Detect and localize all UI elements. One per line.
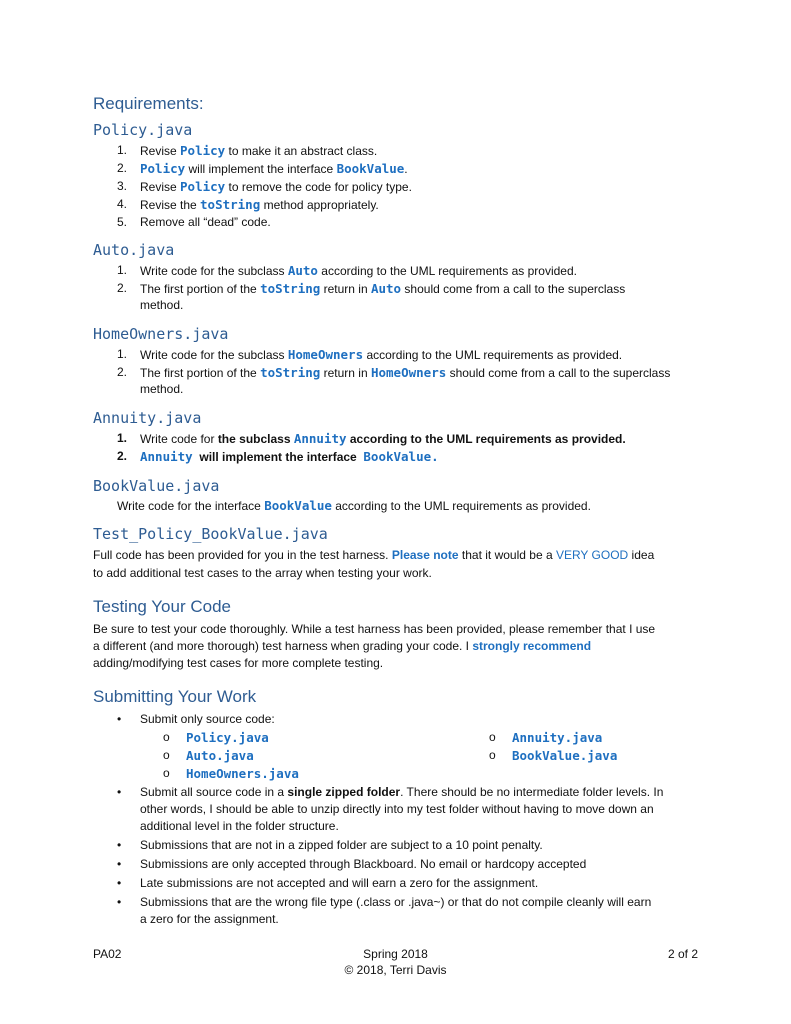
footer-center-term: Spring 2018 xyxy=(363,947,428,961)
file-item: o BookValue.java xyxy=(489,748,618,763)
list-item: 2. The first portion of the toString return in Auto should come from a call to the superclass method. xyxy=(117,281,626,312)
list-item: 5. Remove all “dead” code. xyxy=(117,215,271,229)
list-item: • Submissions that are the wrong file type (.class or .java~) or that do not compile cleanly will earn a zero for the assignment. xyxy=(117,895,652,926)
requirements-heading: Requirements: xyxy=(93,94,204,113)
annuity-heading: Annuity.java xyxy=(93,409,202,427)
footer-left: PA02 xyxy=(93,947,122,961)
testing-line1: Be sure to test your code thoroughly. While a test harness has been provided, please remember that I use xyxy=(93,622,656,636)
test-heading: Test_Policy_BookValue.java xyxy=(93,525,328,543)
bookvalue-text: Write code for the interface BookValue according to the UML requirements as provided. xyxy=(117,498,591,513)
list-item: 3. Revise Policy to remove the code for policy type. xyxy=(117,179,412,194)
list-item: 1. Write code for the subclass Auto according to the UML requirements as provided. xyxy=(117,263,577,278)
footer-page-number: 2 of 2 xyxy=(667,947,698,961)
file-item: o Auto.java xyxy=(163,748,254,763)
test-text-line1: Full code has been provided for you in the test harness. Please note that it would be a VERY GOOD idea xyxy=(93,548,655,562)
list-item: 1. Write code for the subclass Annuity according to the UML requirements as provided. xyxy=(117,431,626,446)
footer-copyright: © 2018, Terri Davis xyxy=(344,963,447,977)
list-item: • Submissions that are not in a zipped folder are subject to a 10 point penalty. xyxy=(117,838,543,852)
testing-line3: adding/modifying test cases for more complete testing. xyxy=(93,656,384,670)
list-item: 4. Revise the toString method appropriately. xyxy=(117,197,379,212)
policy-heading: Policy.java xyxy=(93,121,193,139)
list-item: • Submit only source code: xyxy=(117,712,275,726)
list-item: 1. Write code for the subclass HomeOwners according to the UML requirements as provided. xyxy=(117,347,623,362)
testing-heading: Testing Your Code xyxy=(93,597,231,616)
bookvalue-heading: BookValue.java xyxy=(93,477,220,495)
list-item: 2. Policy will implement the interface BookValue. xyxy=(117,161,408,176)
list-item: • Late submissions are not accepted and will earn a zero for the assignment. xyxy=(117,876,539,890)
list-item: 2. Annuity will implement the interface BookValue. xyxy=(117,449,439,464)
list-item: 2. The first portion of the toString return in HomeOwners should come from a call to the superclass method. xyxy=(117,365,671,396)
list-item: 1. Revise Policy to make it an abstract class. xyxy=(117,143,378,158)
file-item: o Annuity.java xyxy=(489,730,603,745)
auto-heading: Auto.java xyxy=(93,241,175,259)
list-item: • Submit all source code in a single zipped folder. There should be no intermediate folder levels. In other words, I should be able to unzip directly into my test folder without having to move down an additional level in the folder structure. xyxy=(117,785,664,833)
test-text-line2: to add additional test cases to the array when testing your work. xyxy=(93,566,432,580)
list-item: • Submissions are only accepted through Blackboard. No email or hardcopy accepted xyxy=(117,857,587,871)
testing-line2: a different (and more thorough) test harness when grading your code. I strongly recommend xyxy=(93,639,592,653)
file-item: o Policy.java xyxy=(163,730,269,745)
file-item: o HomeOwners.java xyxy=(163,766,299,781)
homeowners-heading: HomeOwners.java xyxy=(93,325,229,343)
submitting-heading: Submitting Your Work xyxy=(93,687,257,706)
